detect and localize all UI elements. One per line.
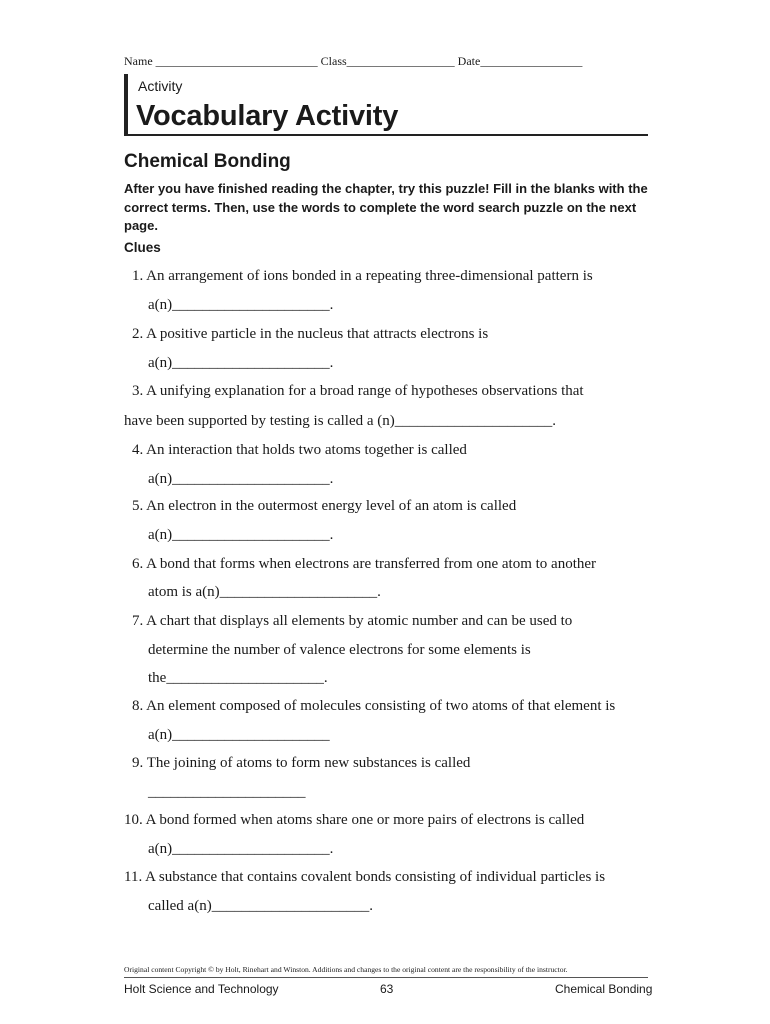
clue-10-answer[interactable]: a(n)_____________________. bbox=[148, 841, 334, 857]
clue-4-answer[interactable]: a(n)_____________________. bbox=[148, 471, 334, 487]
clue-7-answer[interactable]: the_____________________. bbox=[148, 670, 328, 686]
footer-right: Chemical Bonding bbox=[555, 982, 653, 996]
clue-3-text: 3. A unifying explanation for a broad range of hypotheses observations that bbox=[132, 383, 584, 399]
clue-11-text: 11. A substance that contains covalent bonds consisting of individual particles is bbox=[124, 869, 606, 885]
clue-5-text: 5. An electron in the outermost energy level of an atom is called bbox=[132, 498, 517, 514]
section-title: Chemical Bonding bbox=[124, 151, 291, 172]
clue-11-answer[interactable]: called a(n)_____________________. bbox=[148, 898, 373, 914]
name-field[interactable]: Name ___________________________ bbox=[124, 54, 318, 68]
page-title: Vocabulary Activity bbox=[136, 100, 399, 132]
clue-9-answer[interactable]: _____________________ bbox=[148, 784, 306, 800]
clue-3-answer[interactable]: have been supported by testing is called a (n)_____________________. bbox=[124, 413, 556, 429]
clue-6-text: 6. A bond that forms when electrons are transferred from one atom to another bbox=[132, 556, 597, 572]
clue-5-answer[interactable]: a(n)_____________________. bbox=[148, 527, 334, 543]
clue-1-text: 1. An arrangement of ions bonded in a repeating three-dimensional pattern is bbox=[132, 268, 593, 284]
clue-9-text: 9. The joining of atoms to form new substances is called bbox=[132, 755, 471, 771]
clue-1-answer[interactable]: a(n)_____________________. bbox=[148, 297, 334, 313]
clue-7-text-cont: determine the number of valence electrons for some elements is bbox=[148, 642, 531, 658]
footer-left: Holt Science and Technology bbox=[124, 982, 279, 996]
activity-title-block bbox=[124, 74, 648, 136]
clue-4-text: 4. An interaction that holds two atoms together is called bbox=[132, 442, 467, 458]
clues-heading: Clues bbox=[124, 240, 161, 255]
clue-7-text: 7. A chart that displays all elements by atomic number and can be used to bbox=[132, 613, 573, 629]
clue-2-answer[interactable]: a(n)_____________________. bbox=[148, 355, 334, 371]
date-field[interactable]: Date_________________ bbox=[457, 54, 583, 68]
activity-label: Activity bbox=[138, 78, 183, 94]
clue-6-answer[interactable]: atom is a(n)_____________________. bbox=[148, 584, 381, 600]
clue-2-text: 2. A positive particle in the nucleus that attracts electrons is bbox=[132, 326, 489, 342]
student-info-header bbox=[124, 54, 646, 69]
clue-10-text: 10. A bond formed when atoms share one or more pairs of electrons is called bbox=[124, 812, 585, 828]
copyright-notice: Original content Copyright © by Holt, Rinehart and Winston. Additions and changes to the original content are the responsibility of the instructor. bbox=[124, 965, 648, 978]
clue-8-answer[interactable]: a(n)_____________________ bbox=[148, 727, 330, 743]
instructions: After you have finished reading the chapter, try this puzzle! Fill in the blanks with the correct terms. Then, use the words to complete the word search puzzle on the next page. bbox=[124, 181, 648, 233]
clue-8-text: 8. An element composed of molecules consisting of two atoms of that element is bbox=[132, 698, 616, 714]
class-field[interactable]: Class__________________ bbox=[320, 54, 455, 68]
page-number: 63 bbox=[380, 982, 394, 996]
